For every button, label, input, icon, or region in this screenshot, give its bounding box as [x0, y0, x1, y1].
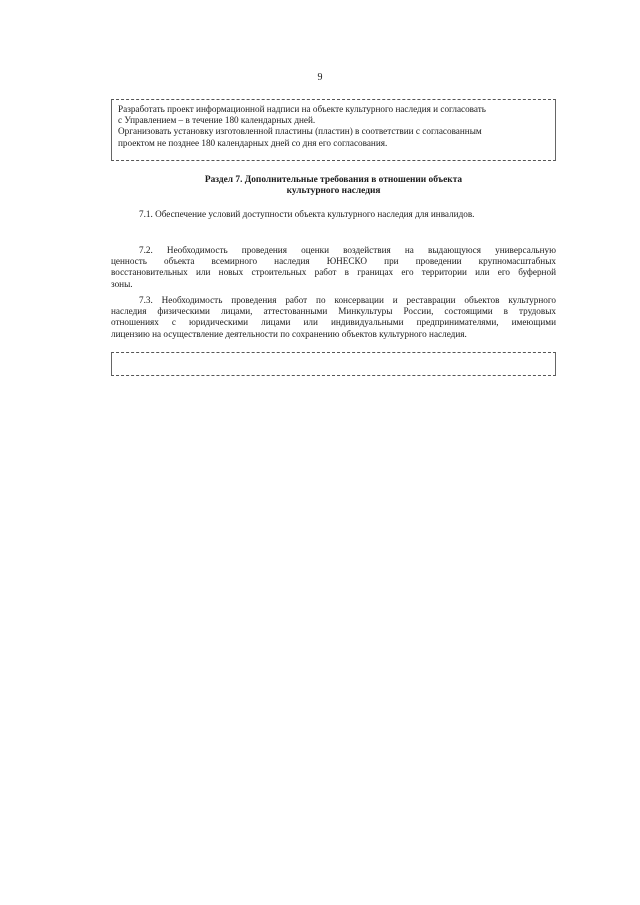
page-number: 9	[317, 72, 323, 83]
paragraph-line: 7.3. Необходимость проведения работ по консервации и реставрации объектов культурного	[139, 295, 556, 305]
paragraph-line: восстановительных или новых строительных работ в границах его территории или его буферной	[111, 267, 556, 278]
paragraph-line: лицензию на осуществление деятельности по сохранению объектов культурного наследия.	[111, 328, 467, 339]
section-title-line-1: Раздел 7. Дополнительные требования в отношении объекта	[204, 175, 463, 185]
info-plate-box	[111, 99, 556, 161]
paragraph-line: ценность объекта всемирного наследия ЮНЕСКО при проведении крупномасштабных	[111, 256, 556, 267]
paragraph-line: наследия физическими лицами, аттестованными Минкультуры России, состоящими в трудовых	[111, 306, 556, 317]
empty-table-box	[111, 352, 556, 376]
paragraph-line: 7.1. Обеспечение условий доступности объекта культурного наследия для инвалидов.	[139, 209, 475, 219]
box-line: проектом не позднее 180 календарных дней со дня его согласования.	[118, 137, 388, 148]
paragraph-7-1	[111, 209, 556, 220]
paragraph-line: отношениях с юридическими лицами или индивидуальными предпринимателями, имеющими	[111, 317, 556, 328]
box-line: Разработать проект информационной надписи на объекте культурного наследия и согласовать	[118, 104, 486, 114]
box-line: Организовать установку изготовленной пластины (пластин) в соответствии с согласованным	[118, 126, 482, 137]
paragraph-7-2	[111, 245, 556, 290]
paragraph-line: 7.2. Необходимость проведения оценки воздействия на выдающуюся универсальную	[139, 245, 556, 255]
paragraph-7-3	[111, 295, 556, 340]
paragraph-line: зоны.	[111, 278, 133, 289]
section-title	[111, 175, 556, 197]
section-title-line-2: культурного наследия	[286, 186, 381, 196]
box-line: с Управлением – в течение 180 календарных дней.	[118, 115, 316, 126]
